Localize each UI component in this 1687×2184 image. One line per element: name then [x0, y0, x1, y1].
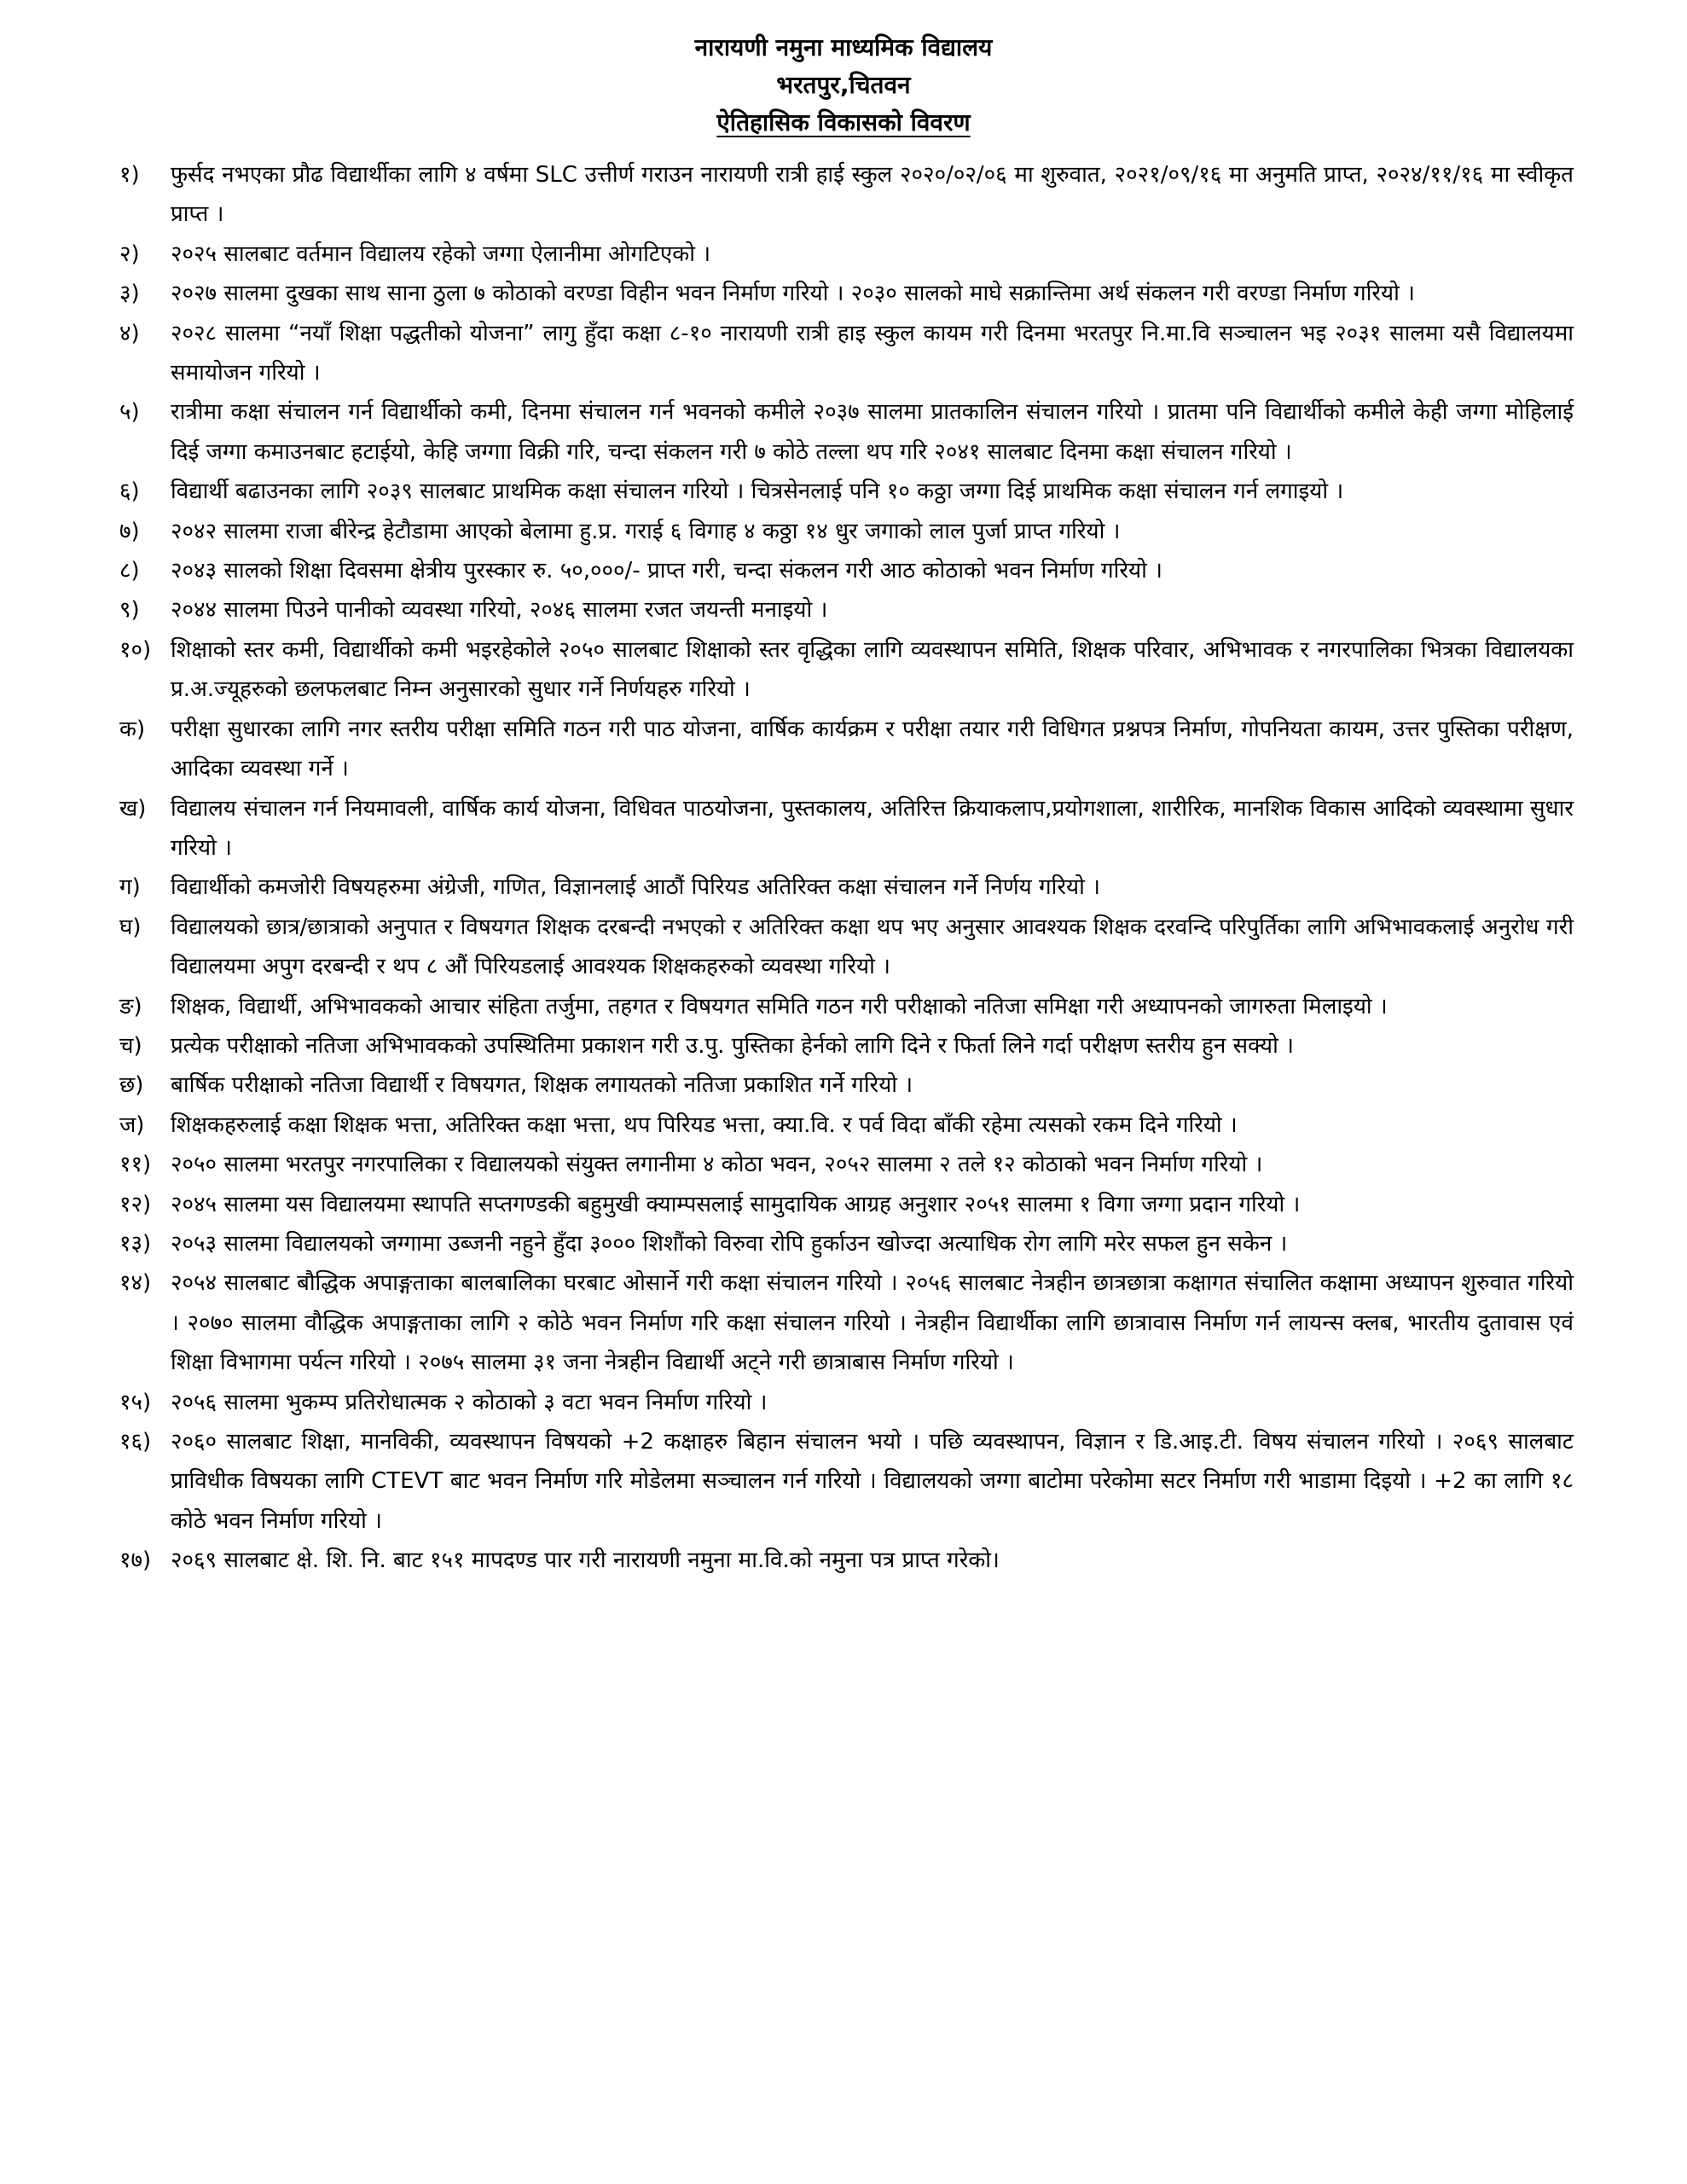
- list-item: [119, 1263, 1574, 1382]
- item-text: परीक्षा सुधारका लागि नगर स्तरीय परीक्षा समिति गठन गरी पाठ योजना, वार्षिक कार्यक्रम र परीक्षा तयार गरी विधिगत प्रश्नपत्र निर्माण, गोपनियता कायम, उत्तर पुस्तिका परीक्षण, आदिका व्यवस्था गर्ने ।: [171, 716, 1574, 782]
- item-number: च): [119, 1032, 142, 1059]
- list-item: [119, 868, 1574, 907]
- item-number: क): [119, 716, 146, 742]
- item-text: शिक्षाको स्तर कमी, विद्यार्थीको कमी भइरहेकोले २०५० सालबाट शिक्षाको स्तर वृद्धिका लागि व्यवस्थापन समिति, शिक्षक परिवार, अभिभावक र नगरपालिका भित्रका विद्यालयका प्र.अ.ज्यूहरुको छलफलबाट निम्न अनुसारको सुधार गर्ने निर्णयहरु गरियो ।: [171, 636, 1574, 703]
- item-number: छ): [119, 1072, 144, 1099]
- item-number: १४): [119, 1270, 152, 1297]
- item-text: २०२५ सालबाट वर्तमान विद्यालय रहेको जग्गा ऐलानीमा ओगटिएको ।: [171, 241, 711, 267]
- list-item: [119, 274, 1574, 313]
- school-name: नारायणी नमुना माध्यमिक विद्यालय: [694, 33, 993, 61]
- item-text: २०५३ सालमा विद्यालयको जग्गामा उब्जनी नहुने हुँदा ३००० शिशौंको विरुवा रोपि हुर्काउन खोज्दा अत्याधिक रोग लागि मरेर सफल हुन सकेन ।: [171, 1230, 1288, 1257]
- item-number: ज): [119, 1112, 145, 1138]
- item-number: १५): [119, 1389, 152, 1415]
- item-number: १७): [119, 1548, 152, 1574]
- list-item: [119, 987, 1574, 1026]
- list-item: [119, 789, 1574, 868]
- list-item: [119, 1224, 1574, 1263]
- list-item: [119, 314, 1574, 393]
- item-text: विद्यार्थीको कमजोरी विषयहरुमा अंग्रेजी, गणित, विज्ञानलाई आठौं पिरियड अतिरिक्त कक्षा संचालन गर्ने निर्णय गरियो ।: [171, 874, 1100, 901]
- item-text: २०४४ सालमा पिउने पानीको व्यवस्था गरियो, २०४६ सालमा रजत जयन्ती मनाइयो ।: [171, 597, 828, 624]
- item-number: १२): [119, 1191, 152, 1217]
- item-text: विद्यालय संचालन गर्न नियमावली, वार्षिक कार्य योजना, विधिवत पाठयोजना, पुस्तकालय, अतिरित्त क्रियाकलाप,प्रयोगशाला, शारीरिक, मानशिक विकास आदिको व्यवस्थामा सुधार गरियो ।: [171, 795, 1574, 861]
- list-item: [119, 908, 1574, 987]
- school-location: भरतपुर,चितवन: [776, 71, 911, 99]
- list-item: [119, 710, 1574, 789]
- list-item: [119, 512, 1574, 551]
- item-number: ख): [119, 795, 147, 822]
- item-number: २): [119, 241, 140, 267]
- item-text: फुर्सद नभएका प्रौढ विद्यार्थीका लागि ४ वर्षमा SLC उत्तीर्ण गराउन नारायणी रात्री हाई स्कुल २०२०/०२/०६ मा शुरुवात, २०२१/०९/१६ मा अनुमति प्राप्त, २०२४/११/१६ मा स्वीकृत प्राप्त ।: [171, 162, 1574, 228]
- list-item: [119, 630, 1574, 710]
- item-number: ६): [119, 479, 140, 505]
- list-item: [119, 1383, 1574, 1422]
- item-number: ग): [119, 874, 141, 901]
- item-text: २०५० सालमा भरतपुर नगरपालिका र विद्यालयको संयुक्त लगानीमा ४ कोठा भवन, २०५२ सालमा २ तले १२ कोठाको भवन निर्माण गरियो ।: [171, 1152, 1263, 1178]
- item-text: रात्रीमा कक्षा संचालन गर्न विद्यार्थीको कमी, दिनमा संचालन गर्न भवनको कमीले २०३७ सालमा प्रातकालिन संचालन गरियो । प्रातमा पनि विद्यार्थीको कमीले केही जग्गा मोहिलाई दिई जग्गा कमाउनबाट हटाईयो, केहि जग्गाा विक्री गरि, चन्दा संकलन गरी ७ कोठे तल्ला थप गरि २०४१ सालबाट दिनमा कक्षा संचालन गरियो ।: [171, 399, 1574, 465]
- item-text: २०६० सालबाट शिक्षा, मानविकी, व्यवस्थापन विषयको +2 कक्षाहरु बिहान संचालन भयो । पछि व्यवस्थापन, विज्ञान र डि.आइ.टी. विषय संचालन गरियो । २०६९ सालबाट प्राविधीक विषयका लागि CTEVT बाट भवन निर्माण गरि मोडेलमा सञ्चालन गर्न गरियो । विद्यालयको जग्गा बाटोमा परेकोमा सटर निर्माण गरी भाडामा दिइयो । +2 का लागि १८ कोठे भवन निर्माण गरियो ।: [171, 1429, 1574, 1534]
- document-subtitle: ऐतिहासिक विकासको विवरण: [716, 108, 971, 136]
- item-number: ४): [119, 320, 140, 346]
- list-item: [119, 1541, 1574, 1580]
- item-text: विद्यालयको छात्र/छात्राको अनुपात र विषयगत शिक्षक दरबन्दी नभएको र अतिरिक्त कक्षा थप भए अनुसार आवश्यक शिक्षक दरवन्दि परिपुर्तिका लागि अभिभावकलाई अनुरोध गरी विद्यालयमा अपुग दरबन्दी र थप ८ औं पिरियडलाई आवश्यक शिक्षकहरुको व्यवस्था गरियो ।: [171, 914, 1574, 980]
- list-item: [119, 1066, 1574, 1105]
- item-number: ७): [119, 518, 140, 544]
- item-text: २०४५ सालमा यस विद्यालयमा स्थापति सप्तगण्डकी बहुमुखी क्याम्पसलाई सामुदायिक आग्रह अनुशार २०५१ सालमा १ विगा जग्गा प्रदान गरियो ।: [171, 1191, 1301, 1217]
- list-item: [119, 1145, 1574, 1184]
- list-item: [119, 472, 1574, 511]
- item-number: ९): [119, 597, 140, 624]
- item-number: ८): [119, 558, 140, 584]
- item-number: ङ): [119, 993, 142, 1019]
- item-text: विद्यार्थी बढाउनका लागि २०३९ सालबाट प्राथमिक कक्षा संचालन गरियो । चित्रसेनलाई पनि १० कठ्ठा जग्गा दिई प्राथमिक कक्षा संचालन गर्न लगाइयो ।: [171, 479, 1344, 505]
- item-text: २०५६ सालमा भुकम्प प्रतिरोधात्मक २ कोठाको ३ वटा भवन निर्माण गरियो ।: [171, 1389, 768, 1415]
- item-text: शिक्षकहरुलाई कक्षा शिक्षक भत्ता, अतिरिक्त कक्षा भत्ता, थप पिरियड भत्ता, क्या.वि. र पर्व विदा बाँकी रहेमा त्यसको रकम दिने गरियो ।: [171, 1112, 1238, 1138]
- item-text: २०५४ सालबाट बौद्धिक अपाङ्गताका बालबालिका घरबाट ओसार्ने गरी कक्षा संचालन गरियो । २०५६ सालबाट नेत्रहीन छात्रछात्रा कक्षागत संचालित कक्षामा अध्यापन शुरुवात गरियो । २०७० सालमा वौद्धिक अपाङ्गताका लागि २ कोठे भवन निर्माण गरि कक्षा संचालन गरियो । नेत्रहीन विद्यार्थीका लागि छात्रावास निर्माण गर्न लायन्स क्लब, भारतीय दुतावास एवं शिक्षा विभागमा पर्यत्न गरियो । २०७५ सालमा ३१ जना नेत्रहीन विद्यार्थी अट्ने गरी छात्राबास निर्माण गरियो ।: [171, 1270, 1574, 1376]
- list-item: [119, 155, 1574, 235]
- item-text: २०४३ सालको शिक्षा दिवसमा क्षेत्रीय पुरस्कार रु. ५०,०००/- प्राप्त गरी, चन्दा संकलन गरी आठ कोठाको भवन निर्माण गरियो ।: [171, 558, 1162, 584]
- item-text: २०६९ सालबाट क्षे. शि. नि. बाट १५१ मापदण्ड पार गरी नारायणी नमुना मा.वि.को नमुना पत्र प्राप्त गरेको।: [171, 1548, 1000, 1574]
- item-text: बार्षिक परीक्षाको नतिजा विद्यार्थी र विषयगत, शिक्षक लगायतको नतिजा प्रकाशित गर्ने गरियो ।: [171, 1072, 913, 1099]
- item-text: २०४२ सालमा राजा बीरेन्द्र हेटौडामा आएको बेलामा हु.प्र. गराई ६ विगाह ४ कठ्ठा १४ धुर जगाको लाल पुर्जा प्राप्त गरियो ।: [171, 518, 1121, 544]
- item-text: २०२८ सालमा “नयाँ शिक्षा पद्धतीको योजना” लागु हुँदा कक्षा ८-१० नारायणी रात्री हाइ स्कुल कायम गरी दिनमा भरतपुर नि.मा.वि सञ्चालन भइ २०३१ सालमा यसै विद्यालयमा समायोजन गरियो ।: [171, 320, 1574, 386]
- item-text: प्रत्येक परीक्षाको नतिजा अभिभावकको उपस्थितिमा प्रकाशन गरी उ.पु. पुस्तिका हेर्नको लागि दिने र फिर्ता लिने गर्दा परीक्षण स्तरीय हुन सक्यो ।: [171, 1032, 1294, 1059]
- list-item: [119, 590, 1574, 630]
- item-number: ५): [119, 399, 140, 426]
- list-item: [119, 1026, 1574, 1066]
- item-number: घ): [119, 914, 142, 940]
- list-item: [119, 392, 1574, 472]
- item-text: २०२७ सालमा दुखका साथ साना ठुला ७ कोठाको वरण्डा विहीन भवन निर्माण गरियो । २०३० सालको माघे सक्रान्तिमा अर्थ संकलन गरी वरण्डा निर्माण गरियो ।: [171, 281, 1415, 307]
- list-item: [119, 235, 1574, 274]
- item-number: ११): [119, 1152, 152, 1178]
- item-number: १३): [119, 1230, 152, 1257]
- list-item: [119, 551, 1574, 590]
- item-text: शिक्षक, विद्यार्थी, अभिभावकको आचार संहिता तर्जुमा, तहगत र विषयगत समिति गठन गरी परीक्षाको नतिजा समिक्षा गरी अध्यापनको जागरुता मिलाइयो ।: [171, 993, 1388, 1019]
- item-number: १०): [119, 636, 152, 663]
- list-item: [119, 1185, 1574, 1224]
- document-header: [0, 29, 1687, 142]
- item-number: १६): [119, 1429, 152, 1455]
- item-number: ३): [119, 281, 140, 307]
- list-item: [119, 1106, 1574, 1145]
- item-number: १): [119, 162, 140, 188]
- list-item: [119, 1422, 1574, 1541]
- history-list: [119, 155, 1574, 1581]
